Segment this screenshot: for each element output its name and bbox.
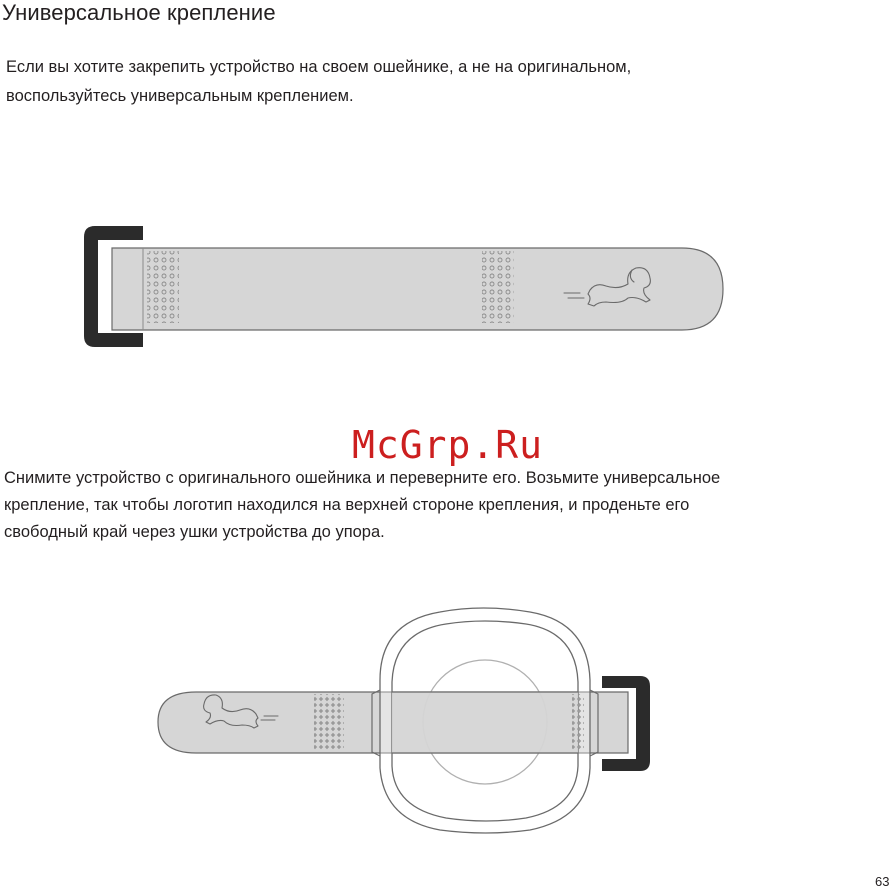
- vent-holes-icon: [147, 251, 179, 323]
- page-number: 63: [875, 874, 890, 889]
- vent-holes-icon: [314, 694, 344, 750]
- instruction-paragraph: [4, 465, 720, 546]
- instruction-line: крепление, так чтобы логотип находился на верхней стороне крепления, и проденьте его: [4, 496, 690, 514]
- vent-holes-icon: [482, 251, 514, 323]
- vent-holes-icon: [572, 694, 584, 750]
- instruction-line: Снимите устройство с оригинального ошейника и переверните его. Возьмите универсальное: [4, 469, 721, 487]
- page-title: Универсальное крепление: [2, 0, 276, 25]
- watermark: McGrp.Ru: [352, 423, 544, 467]
- strap-body: [112, 248, 723, 330]
- intro-line: Если вы хотите закрепить устройство на своем ошейнике, а не на оригинальном,: [6, 58, 632, 76]
- intro-line: воспользуйтесь универсальным креплением.: [6, 87, 354, 105]
- instruction-line: свободный край через ушки устройства до упора.: [4, 523, 385, 541]
